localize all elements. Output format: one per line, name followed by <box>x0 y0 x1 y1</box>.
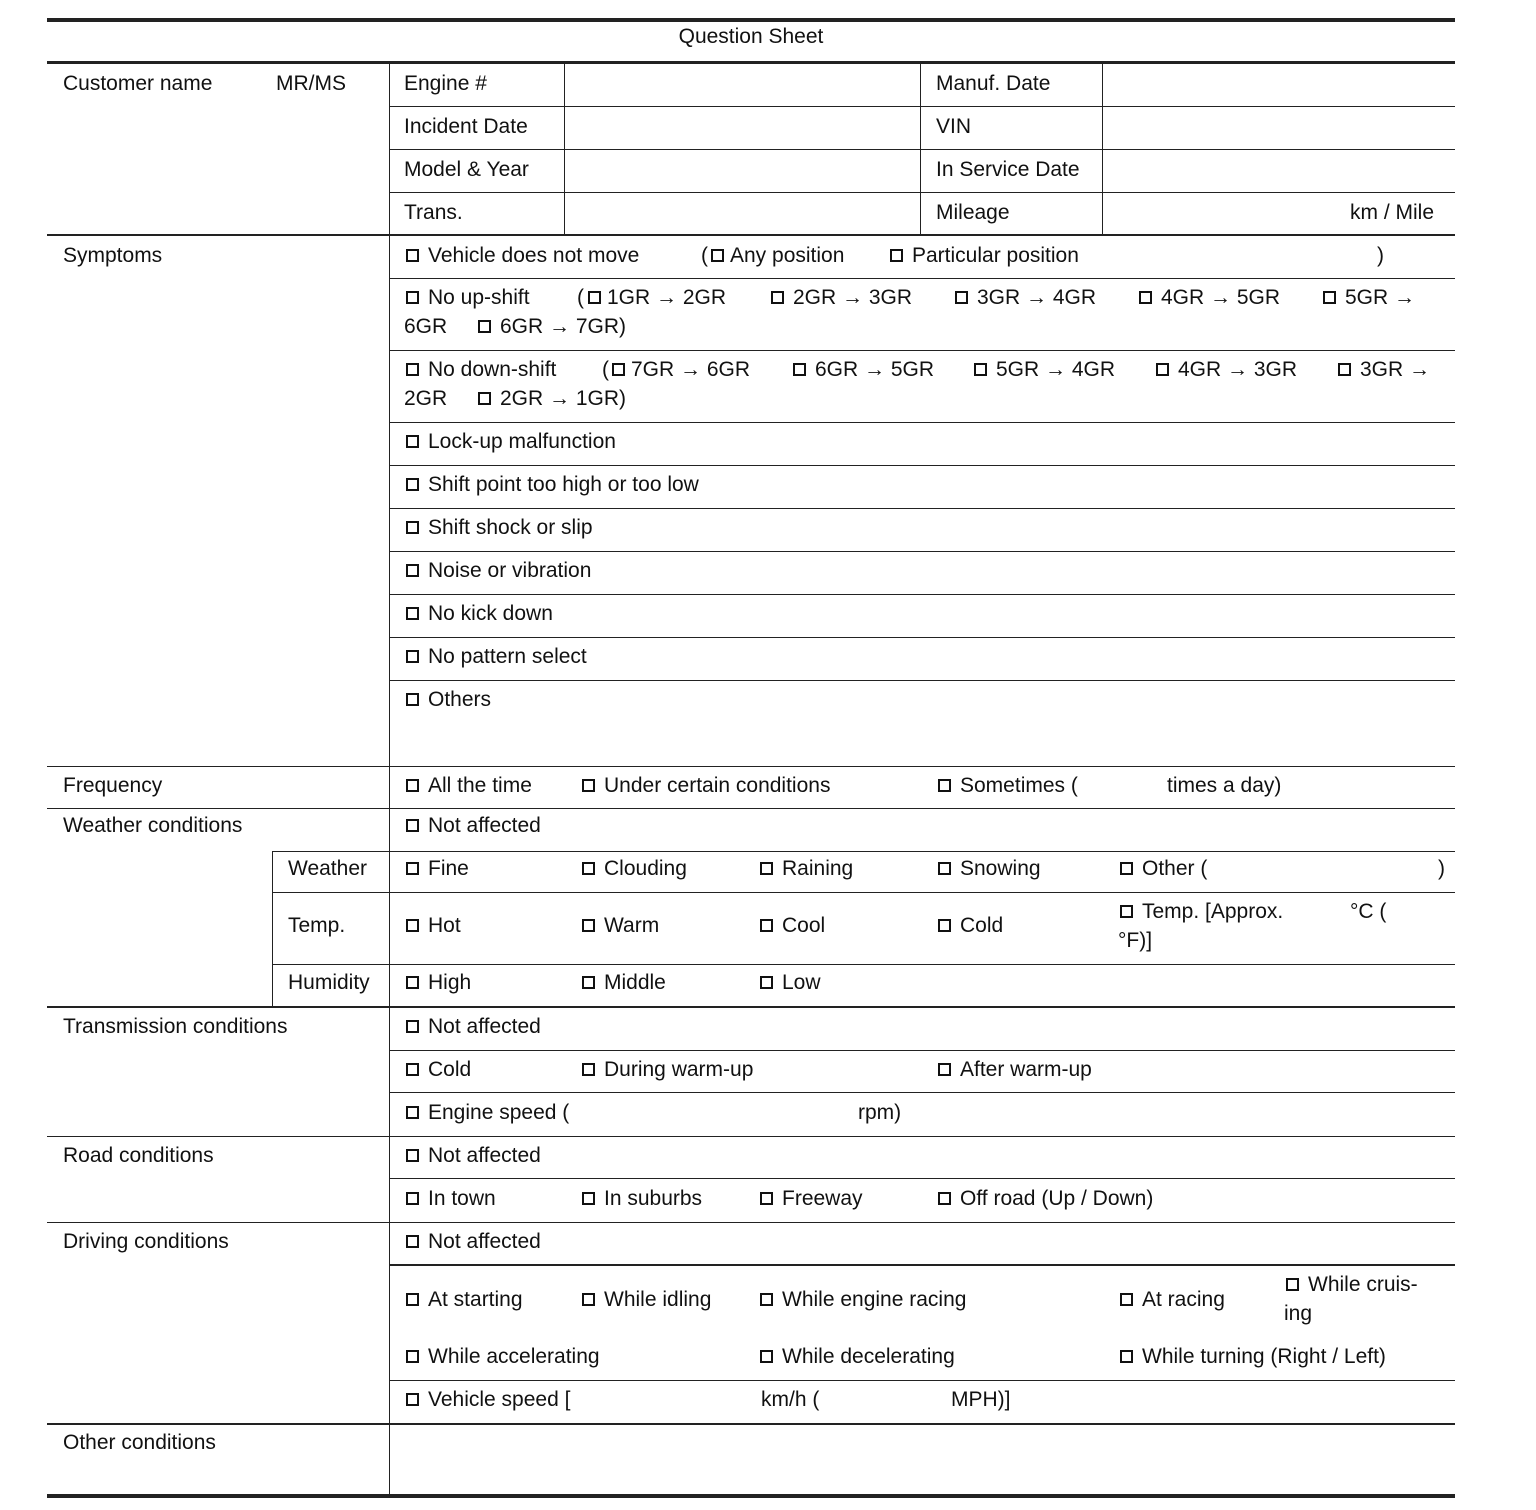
frequency-label: Frequency <box>63 774 163 797</box>
checkbox-vehicle-does-not-move[interactable] <box>406 241 639 270</box>
checkbox-icon <box>406 1293 419 1306</box>
row-divider <box>389 350 1455 351</box>
checkbox-snowing[interactable] <box>938 854 1041 883</box>
checkbox-label-cont: 6GR <box>404 315 448 338</box>
checkbox-label: Shift point too high or too low <box>428 473 699 496</box>
row-divider <box>389 192 1455 193</box>
open-paren: ( <box>701 244 708 267</box>
checkbox-icon <box>582 779 595 792</box>
row-divider <box>389 637 1455 638</box>
checkbox-label: While engine racing <box>782 1288 967 1311</box>
times-a-day: times a day) <box>1167 774 1282 797</box>
checkbox-icon <box>406 1149 419 1162</box>
checkbox-icon <box>1156 363 1169 376</box>
checkbox-icon <box>406 919 419 932</box>
checkbox-during-warm-up[interactable] <box>582 1055 753 1084</box>
checkbox-down-3gr-2gr[interactable] <box>1338 355 1430 384</box>
checkbox-no-pattern-select[interactable] <box>406 642 587 671</box>
checkbox-label: Not affected <box>428 1015 541 1038</box>
checkbox-icon <box>771 291 784 304</box>
in-service-date-label: In Service Date <box>936 158 1080 181</box>
checkbox-icon <box>760 976 773 989</box>
checkbox-up-4gr-5gr[interactable] <box>1139 283 1280 312</box>
checkbox-icon <box>406 478 419 491</box>
checkbox-in-suburbs[interactable] <box>582 1184 702 1213</box>
checkbox-label: Vehicle does not move <box>428 244 640 267</box>
section-divider <box>47 234 1455 236</box>
checkbox-label: Off road (Up / Down) <box>960 1187 1154 1210</box>
checkbox-down-2gr-1gr[interactable] <box>478 384 626 413</box>
checkbox-icon <box>582 1192 595 1205</box>
row-divider <box>389 1178 1455 1179</box>
checkbox-icon <box>760 1293 773 1306</box>
checkbox-icon <box>406 976 419 989</box>
checkbox-icon <box>955 291 968 304</box>
checkbox-label: Noise or vibration <box>428 559 592 582</box>
checkbox-label: Warm <box>604 914 660 937</box>
checkbox-up-6gr-7gr[interactable] <box>478 312 626 341</box>
question-sheet <box>47 0 1455 1510</box>
checkbox-icon <box>582 1293 595 1306</box>
checkbox-label: Shift shock or slip <box>428 516 593 539</box>
checkbox-icon <box>938 1192 951 1205</box>
checkbox-label-cont: 2GR <box>404 387 448 410</box>
checkbox-icon <box>406 564 419 577</box>
incident-date-label: Incident Date <box>404 115 528 138</box>
checkbox-driving-not-affected[interactable] <box>406 1227 541 1256</box>
checkbox-icon <box>406 1020 419 1033</box>
checkbox-up-5gr-6gr[interactable] <box>1323 283 1415 312</box>
manuf-date-label: Manuf. Date <box>936 72 1051 95</box>
checkbox-icon <box>711 249 724 262</box>
checkbox-icon <box>406 862 419 875</box>
checkbox-sometimes[interactable] <box>938 771 1078 800</box>
checkbox-icon <box>406 1235 419 1248</box>
customer-name-label: Customer name <box>63 72 213 95</box>
row-divider <box>272 851 1455 852</box>
checkbox-label: While accelerating <box>428 1345 600 1368</box>
checkbox-icon <box>588 291 601 304</box>
checkbox-label: 3GR → 4GR <box>977 286 1097 309</box>
checkbox-label: 2GR → 1GR) <box>500 387 627 410</box>
checkbox-icon <box>582 862 595 875</box>
symptoms-label: Symptoms <box>63 244 163 267</box>
checkbox-label: After warm-up <box>960 1058 1092 1081</box>
checkbox-freeway[interactable] <box>760 1184 863 1213</box>
checkbox-icon <box>406 1393 419 1406</box>
mph-label: MPH)] <box>951 1388 1011 1411</box>
checkbox-label: Temp. [Approx. <box>1142 900 1284 923</box>
column-divider <box>1102 63 1103 235</box>
deg-f-label: °F)] <box>1118 929 1153 952</box>
checkbox-icon <box>760 862 773 875</box>
checkbox-label: 2GR → 3GR <box>793 286 913 309</box>
checkbox-label: Vehicle speed [ <box>428 1388 571 1411</box>
checkbox-hot[interactable] <box>406 911 461 940</box>
checkbox-vehicle-speed[interactable] <box>406 1385 570 1414</box>
row-divider <box>389 465 1455 466</box>
checkbox-label: 3GR → <box>1360 358 1431 381</box>
row-divider <box>389 278 1455 279</box>
checkbox-cold[interactable] <box>938 911 1003 940</box>
title-divider <box>47 61 1455 64</box>
checkbox-down-4gr-3gr[interactable] <box>1156 355 1297 384</box>
checkbox-down-7gr-6gr[interactable] <box>612 355 750 384</box>
checkbox-label: 4GR → 5GR <box>1161 286 1281 309</box>
checkbox-label: Raining <box>782 857 854 880</box>
checkbox-label: Not affected <box>428 1144 541 1167</box>
row-divider <box>389 106 1455 107</box>
column-divider <box>389 63 390 1496</box>
checkbox-icon <box>406 521 419 534</box>
checkbox-down-6gr-5gr[interactable] <box>793 355 934 384</box>
checkbox-icon <box>938 862 951 875</box>
checkbox-low[interactable] <box>760 968 821 997</box>
row-divider <box>272 892 1455 893</box>
checkbox-label: Fine <box>428 857 469 880</box>
row-divider <box>389 1050 1455 1051</box>
checkbox-icon <box>1120 862 1133 875</box>
checkbox-icon <box>582 1063 595 1076</box>
checkbox-icon <box>406 819 419 832</box>
checkbox-at-starting[interactable] <box>406 1285 523 1314</box>
checkbox-while-decelerating[interactable] <box>760 1342 955 1371</box>
temp-sub-label: Temp. <box>288 914 346 937</box>
weather-conditions-label: Weather conditions <box>63 814 243 837</box>
checkbox-transmission-cold[interactable] <box>406 1055 471 1084</box>
column-divider <box>564 63 565 235</box>
checkbox-icon <box>1120 905 1133 918</box>
column-divider <box>272 851 273 1007</box>
humidity-sub-label: Humidity <box>288 971 370 994</box>
close-paren: ) <box>1438 857 1445 880</box>
section-divider <box>47 1136 1455 1137</box>
checkbox-label: While idling <box>604 1288 712 1311</box>
deg-c-label: °C ( <box>1350 900 1387 923</box>
checkbox-icon <box>1338 363 1351 376</box>
checkbox-no-down-shift[interactable] <box>406 355 556 384</box>
checkbox-after-warm-up[interactable] <box>938 1055 1092 1084</box>
checkbox-label: Particular position <box>912 244 1079 267</box>
checkbox-label: 5GR → 4GR <box>996 358 1116 381</box>
checkbox-particular-position[interactable] <box>890 241 1079 270</box>
checkbox-label: While cruis- <box>1308 1273 1418 1296</box>
checkbox-high[interactable] <box>406 968 471 997</box>
checkbox-label: Others <box>428 688 492 711</box>
row-divider <box>272 964 1455 965</box>
mr-ms-label: MR/MS <box>276 72 346 95</box>
checkbox-icon <box>406 1350 419 1363</box>
row-divider <box>389 422 1455 423</box>
checkbox-icon <box>406 291 419 304</box>
checkbox-while-engine-racing[interactable] <box>760 1285 966 1314</box>
checkbox-icon <box>938 919 951 932</box>
checkbox-label: No up-shift <box>428 286 530 309</box>
checkbox-label: 6GR → 5GR <box>815 358 935 381</box>
checkbox-label: While turning (Right / Left) <box>1142 1345 1386 1368</box>
checkbox-while-accelerating[interactable] <box>406 1342 600 1371</box>
checkbox-label: All the time <box>428 774 532 797</box>
checkbox-icon <box>406 435 419 448</box>
trans-label: Trans. <box>404 201 463 224</box>
checkbox-label: No kick down <box>428 602 553 625</box>
checkbox-icon <box>582 919 595 932</box>
close-paren: ) <box>1377 244 1384 267</box>
row-divider <box>389 594 1455 595</box>
checkbox-icon <box>406 249 419 262</box>
checkbox-label: Lock-up malfunction <box>428 430 616 453</box>
checkbox-label: Cool <box>782 914 826 937</box>
checkbox-clouding[interactable] <box>582 854 687 883</box>
checkbox-label: In suburbs <box>604 1187 703 1210</box>
checkbox-road-not-affected[interactable] <box>406 1141 541 1170</box>
checkbox-shift-shock[interactable] <box>406 513 593 542</box>
checkbox-label: Not affected <box>428 814 541 837</box>
checkbox-label: Cold <box>960 914 1004 937</box>
checkbox-icon <box>938 779 951 792</box>
checkbox-up-2gr-3gr[interactable] <box>771 283 912 312</box>
checkbox-label: Other ( <box>1142 857 1208 880</box>
checkbox-icon <box>760 919 773 932</box>
checkbox-icon <box>406 650 419 663</box>
checkbox-label: 4GR → 3GR <box>1178 358 1298 381</box>
top-border <box>47 18 1455 22</box>
checkbox-at-racing[interactable] <box>1120 1285 1225 1314</box>
rpm-label: rpm) <box>858 1101 902 1124</box>
checkbox-while-cruising[interactable] <box>1286 1270 1418 1299</box>
checkbox-icon <box>582 976 595 989</box>
checkbox-in-town[interactable] <box>406 1184 496 1213</box>
checkbox-icon <box>1286 1278 1299 1291</box>
checkbox-label: 5GR → <box>1345 286 1416 309</box>
checkbox-icon <box>890 249 903 262</box>
checkbox-label: Sometimes ( <box>960 774 1078 797</box>
checkbox-no-kick-down[interactable] <box>406 599 553 628</box>
other-conditions-label: Other conditions <box>63 1431 216 1454</box>
section-divider <box>47 808 1455 809</box>
checkbox-while-idling[interactable] <box>582 1285 711 1314</box>
section-divider <box>47 766 1455 767</box>
section-divider <box>47 1006 1455 1008</box>
row-divider <box>389 1092 1455 1093</box>
checkbox-label: No pattern select <box>428 645 587 668</box>
checkbox-label: 7GR → 6GR <box>631 358 751 381</box>
checkbox-label: Low <box>782 971 821 994</box>
checkbox-icon <box>406 693 419 706</box>
checkbox-label: Under certain conditions <box>604 774 831 797</box>
checkbox-label: Engine speed ( <box>428 1101 570 1124</box>
checkbox-icon <box>793 363 806 376</box>
kmh-label: km/h ( <box>761 1388 820 1411</box>
checkbox-label: High <box>428 971 472 994</box>
checkbox-label: While decelerating <box>782 1345 955 1368</box>
checkbox-icon <box>406 1192 419 1205</box>
bottom-border <box>47 1494 1455 1498</box>
checkbox-cool[interactable] <box>760 911 825 940</box>
checkbox-off-road[interactable] <box>938 1184 1153 1213</box>
row-divider <box>389 1264 1455 1266</box>
checkbox-icon <box>406 607 419 620</box>
checkbox-middle[interactable] <box>582 968 666 997</box>
checkbox-label: During warm-up <box>604 1058 754 1081</box>
checkbox-label: 6GR → 7GR) <box>500 315 627 338</box>
checkbox-under-certain-conditions[interactable] <box>582 771 830 800</box>
checkbox-shift-point[interactable] <box>406 470 699 499</box>
checkbox-label: Cold <box>428 1058 472 1081</box>
sheet-title: Question Sheet <box>678 25 824 48</box>
checkbox-label-cont: ing <box>1284 1302 1313 1325</box>
mileage-unit: km / Mile <box>1350 201 1434 224</box>
open-paren: ( <box>577 286 584 309</box>
section-divider <box>47 1423 1455 1425</box>
checkbox-icon <box>406 1106 419 1119</box>
checkbox-label: Not affected <box>428 1230 541 1253</box>
section-divider <box>47 1222 1455 1223</box>
model-year-label: Model & Year <box>404 158 529 181</box>
checkbox-label: Hot <box>428 914 461 937</box>
checkbox-label: Snowing <box>960 857 1041 880</box>
engine-number-label: Engine # <box>404 72 487 95</box>
checkbox-warm[interactable] <box>582 911 659 940</box>
checkbox-icon <box>760 1192 773 1205</box>
checkbox-icon <box>760 1350 773 1363</box>
checkbox-icon <box>1323 291 1336 304</box>
checkbox-label: At racing <box>1142 1288 1225 1311</box>
checkbox-transmission-not-affected[interactable] <box>406 1012 541 1041</box>
checkbox-icon <box>974 363 987 376</box>
checkbox-label: Middle <box>604 971 666 994</box>
mileage-label: Mileage <box>936 201 1010 224</box>
checkbox-icon <box>406 1063 419 1076</box>
checkbox-label: Clouding <box>604 857 687 880</box>
row-divider <box>389 149 1455 150</box>
checkbox-no-up-shift[interactable] <box>406 283 530 312</box>
checkbox-label: Any position <box>730 244 845 267</box>
checkbox-weather-not-affected[interactable] <box>406 811 541 840</box>
open-paren: ( <box>602 358 609 381</box>
checkbox-icon <box>1139 291 1152 304</box>
row-divider <box>389 551 1455 552</box>
checkbox-up-1gr-2gr[interactable] <box>588 283 726 312</box>
checkbox-icon <box>612 363 625 376</box>
checkbox-down-5gr-4gr[interactable] <box>974 355 1115 384</box>
checkbox-label: In town <box>428 1187 496 1210</box>
checkbox-fine[interactable] <box>406 854 469 883</box>
checkbox-label: Freeway <box>782 1187 863 1210</box>
checkbox-while-turning[interactable] <box>1120 1342 1386 1371</box>
checkbox-label: 1GR → 2GR <box>607 286 727 309</box>
checkbox-temp-approx[interactable] <box>1120 897 1283 926</box>
checkbox-all-the-time[interactable] <box>406 771 532 800</box>
row-divider <box>389 508 1455 509</box>
driving-conditions-label: Driving conditions <box>63 1230 229 1253</box>
vin-label: VIN <box>936 115 972 138</box>
checkbox-icon <box>938 1063 951 1076</box>
checkbox-icon <box>406 779 419 792</box>
transmission-conditions-label: Transmission conditions <box>63 1015 288 1038</box>
checkbox-icon <box>1120 1293 1133 1306</box>
checkbox-icon <box>1120 1350 1133 1363</box>
weather-sub-label: Weather <box>288 857 367 880</box>
checkbox-noise-vibration[interactable] <box>406 556 591 585</box>
column-divider <box>920 63 921 235</box>
checkbox-others[interactable] <box>406 685 491 714</box>
row-divider <box>389 680 1455 681</box>
checkbox-icon <box>406 363 419 376</box>
checkbox-up-3gr-4gr[interactable] <box>955 283 1096 312</box>
checkbox-label: No down-shift <box>428 358 557 381</box>
row-divider <box>389 1380 1455 1381</box>
checkbox-icon <box>478 392 491 405</box>
checkbox-any-position[interactable] <box>711 241 844 270</box>
checkbox-lock-up-malfunction[interactable] <box>406 427 616 456</box>
checkbox-label: At starting <box>428 1288 523 1311</box>
road-conditions-label: Road conditions <box>63 1144 214 1167</box>
checkbox-engine-speed[interactable] <box>406 1098 569 1127</box>
checkbox-raining[interactable] <box>760 854 853 883</box>
checkbox-icon <box>478 320 491 333</box>
checkbox-weather-other[interactable] <box>1120 854 1207 883</box>
